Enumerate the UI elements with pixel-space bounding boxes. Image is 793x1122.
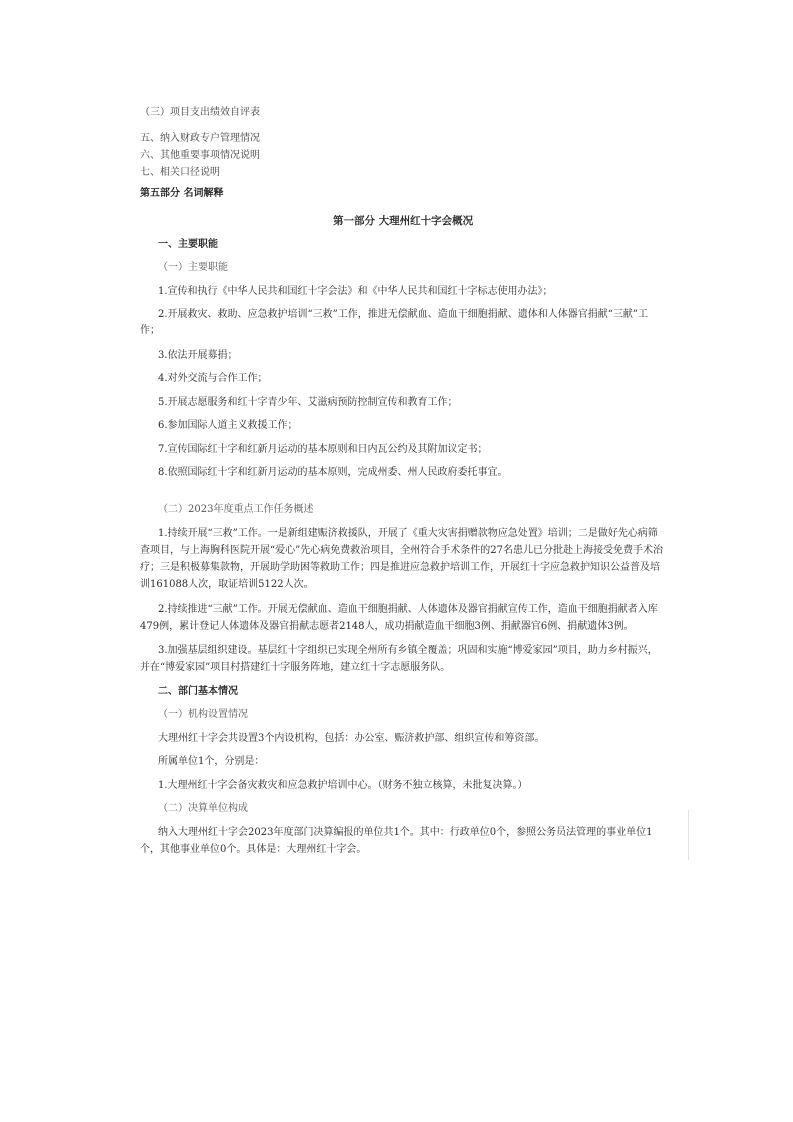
sub-2-heading: （二）2023年度重点工作任务概述	[158, 504, 314, 515]
task-para-1: 训161088人次，取证培训5122人次。	[140, 579, 314, 590]
duty-item-cont: 作；	[140, 325, 160, 336]
duty-item: 2.开展救灾、救助、应急救护培训“三救”工作，推进无偿献血、造血干细胞捐献、遗体和人体器官捐献“三献”工	[158, 309, 648, 320]
duty-item: 5.开展志愿服务和红十字青少年、艾滋病预防控制宣传和教育工作；	[158, 397, 458, 408]
org-line: 1.大理州红十字会备灾救灾和应急救护培训中心。（财务不独立核算，未批复决算。）	[158, 780, 528, 791]
task-para-3: 3.加强基层组织建设。基层红十字组织已实现全州所有乡镇全覆盖；巩固和实施“博爱家园”项目，助力乡村振兴，	[158, 645, 658, 656]
sub-1-heading: （一）主要职能	[158, 262, 228, 273]
org-sub-2-heading: （二）决算单位构成	[158, 803, 248, 814]
duty-item: 3.依法开展募捐；	[158, 350, 238, 361]
unit-line: 纳入大理州红十字会2023年度部门决算编报的单位共1个。其中：行政单位0个，参照公务员法管理的事业单位1	[158, 827, 653, 838]
org-line: 所属单位1个，分别是：	[158, 756, 265, 767]
task-para-1: 1.持续开展“三救”工作。一是新组建赈济救援队，开展了《重大灾害捐赠款物应急处置》培训；二是做好先心病筛	[158, 528, 658, 539]
duty-item: 7.宣传国际红十字和红新月运动的基本原则和日内瓦公约及其附加议定书；	[158, 444, 488, 455]
unit-line: 个，其他事业单位0个。具体是：大理州红十字会。	[140, 844, 367, 855]
toc-item-5: 五、纳入财政专户管理情况	[140, 133, 260, 144]
toc-item-6: 六、其他重要事项情况说明	[140, 150, 260, 161]
toc-part-5: 第五部分 名词解释	[140, 188, 224, 199]
toc-item-7: 七、相关口径说明	[140, 167, 220, 178]
task-para-2: 2.持续推进“三献”工作。开展无偿献血、造血干细胞捐献、人体遗体及器官捐献宣传工作，造血干细胞捐献者入库	[158, 604, 658, 615]
duty-item: 6.参加国际人道主义救援工作；	[158, 420, 298, 431]
part-title: 第一部分 大理州红十字会概况	[333, 215, 474, 227]
section-1-heading: 一、主要职能	[158, 239, 218, 250]
org-sub-1-heading: （一）机构设置情况	[158, 709, 248, 720]
task-para-1: 疗；三是积极募集款物，开展助学助困等救助工作；四是推进应急救护培训工作，开展红十字应急救护知识公益普及培	[140, 562, 660, 573]
org-line: 大理州红十字会共设置3个内设机构，包括：办公室、赈济救护部、组织宣传和筹资部。	[158, 733, 545, 744]
task-para-2: 479例，累计登记人体遗体及器官捐献志愿者2148人，成功捐献造血干细胞3例、捐献器官6例、捐献遗体3例。	[140, 621, 634, 632]
task-para-3: 并在“博爱家园”项目村搭建红十字服务阵地，建立红十字志愿服务队。	[140, 662, 451, 673]
toc-item-3: （三）项目支出绩效自评表	[140, 107, 260, 118]
duty-item: 1.宣传和执行《中华人民共和国红十字会法》和《中华人民共和国红十字标志使用办法》；	[158, 286, 553, 297]
scan-edge-mark	[688, 810, 689, 860]
duty-item: 4.对外交流与合作工作；	[158, 373, 268, 384]
section-2-heading: 二、部门基本情况	[158, 686, 238, 697]
duty-item: 8.依照国际红十字和红新月运动的基本原则，完成州委、州人民政府委托事宜。	[158, 467, 508, 478]
task-para-1: 查项目，与上海胸科医院开展“爱心”先心病免费救治项目，全州符合手术条件的27名患儿已分批赴上海接受免费手术治	[140, 545, 663, 556]
